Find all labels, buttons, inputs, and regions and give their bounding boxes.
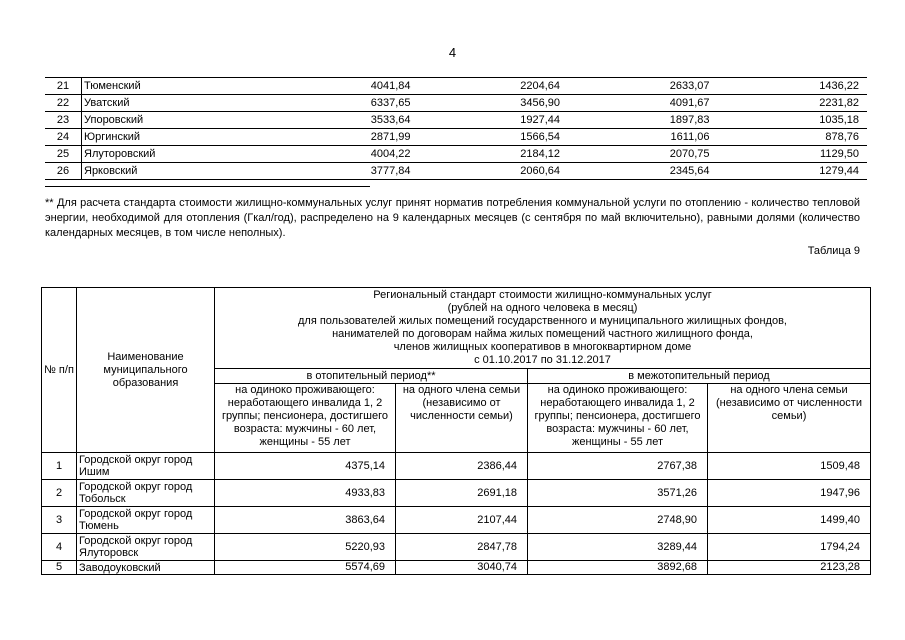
sub-single-header: на одиноко проживающего: неработающего инвалида 1, 2 группы; пенсионера, достигшего возраста: мужчины - 60 лет, женщины - 55 лет <box>215 384 396 453</box>
table-9 <box>41 287 871 575</box>
col-name-header: Наименование муниципального образования <box>77 288 215 453</box>
col-num-header: № п/п <box>42 288 77 453</box>
value-cell: 1436,22 <box>718 78 868 95</box>
title-line: (рублей на одного человека в месяц) <box>447 302 638 314</box>
value-cell: 6337,65 <box>269 95 419 112</box>
sub-member-header: на одного члена семьи (независимо от численности семьи) <box>708 384 871 453</box>
table-row <box>45 95 867 112</box>
municipality-name: Тюменский <box>82 78 270 95</box>
table-row <box>42 561 871 575</box>
period-heating-header: в отопительный период** <box>215 369 528 384</box>
title-line: Региональный стандарт стоимости жилищно-коммунальных услуг <box>373 289 712 301</box>
value-cell: 2748,90 <box>528 507 708 534</box>
value-cell: 4004,22 <box>269 146 419 163</box>
value-cell: 2345,64 <box>568 163 718 180</box>
value-cell: 5220,93 <box>215 534 396 561</box>
value-cell: 1279,44 <box>718 163 868 180</box>
value-cell: 1794,24 <box>708 534 871 561</box>
page-number: 4 <box>448 45 457 60</box>
footnote-separator <box>45 186 370 187</box>
table-row <box>42 453 871 480</box>
table-row <box>45 129 867 146</box>
value-cell: 2386,44 <box>396 453 528 480</box>
value-cell: 2691,18 <box>396 480 528 507</box>
row-number: 25 <box>45 146 82 163</box>
table-row <box>45 163 867 180</box>
value-cell: 4041,84 <box>269 78 419 95</box>
value-cell: 878,76 <box>718 129 868 146</box>
value-cell: 1611,06 <box>568 129 718 146</box>
value-cell: 3863,64 <box>215 507 396 534</box>
row-number: 3 <box>42 507 77 534</box>
value-cell: 2204,64 <box>419 78 569 95</box>
municipality-name: Городской округ город Тобольск <box>77 480 215 507</box>
title-line: с 01.10.2017 по 31.12.2017 <box>474 354 611 366</box>
value-cell: 1499,40 <box>708 507 871 534</box>
value-cell: 1509,48 <box>708 453 871 480</box>
municipality-name: Уватский <box>82 95 270 112</box>
municipality-name: Ялуторовский <box>82 146 270 163</box>
row-number: 1 <box>42 453 77 480</box>
value-cell: 2231,82 <box>718 95 868 112</box>
table-label: Таблица 9 <box>807 245 860 257</box>
value-cell: 3289,44 <box>528 534 708 561</box>
continued-table <box>45 77 867 180</box>
title-line: нанимателей по договорам найма жилых помещений частного жилищного фонда, <box>332 328 753 340</box>
value-cell: 2871,99 <box>269 129 419 146</box>
row-number: 2 <box>42 480 77 507</box>
value-cell: 2184,12 <box>419 146 569 163</box>
value-cell: 1947,96 <box>708 480 871 507</box>
value-cell: 2123,28 <box>708 561 871 575</box>
value-cell: 2060,64 <box>419 163 569 180</box>
value-cell: 1566,54 <box>419 129 569 146</box>
value-cell: 3571,26 <box>528 480 708 507</box>
value-cell: 4933,83 <box>215 480 396 507</box>
value-cell: 3533,64 <box>269 112 419 129</box>
value-cell: 2107,44 <box>396 507 528 534</box>
table-row <box>42 507 871 534</box>
value-cell: 2767,38 <box>528 453 708 480</box>
value-cell: 5574,69 <box>215 561 396 575</box>
value-cell: 3456,90 <box>419 95 569 112</box>
municipality-name: Городской округ город Тюмень <box>77 507 215 534</box>
row-number: 22 <box>45 95 82 112</box>
table-row <box>42 534 871 561</box>
value-cell: 3892,68 <box>528 561 708 575</box>
sub-member-header: на одного члена семьи (независимо от численности семьи) <box>396 384 528 453</box>
value-cell: 4375,14 <box>215 453 396 480</box>
value-cell: 2633,07 <box>568 78 718 95</box>
table-row <box>45 78 867 95</box>
table-row <box>45 146 867 163</box>
table-row <box>42 480 871 507</box>
value-cell: 2070,75 <box>568 146 718 163</box>
value-cell: 2847,78 <box>396 534 528 561</box>
row-number: 23 <box>45 112 82 129</box>
title-line: для пользователей жилых помещений государственного и муниципального жилищных фондов, <box>298 315 787 327</box>
value-cell: 3777,84 <box>269 163 419 180</box>
sub-single-header: на одиноко проживающего: неработающего инвалида 1, 2 группы; пенсионера, достигшего возраста: мужчины - 60 лет, женщины - 55 лет <box>528 384 708 453</box>
value-cell: 4091,67 <box>568 95 718 112</box>
row-number: 21 <box>45 78 82 95</box>
table-title <box>215 288 871 369</box>
municipality-name: Заводоуковский <box>77 561 215 575</box>
value-cell: 1927,44 <box>419 112 569 129</box>
row-number: 24 <box>45 129 82 146</box>
municipality-name: Юргинский <box>82 129 270 146</box>
row-number: 4 <box>42 534 77 561</box>
row-number: 5 <box>42 561 77 575</box>
municipality-name: Городской округ город Ялуторовск <box>77 534 215 561</box>
value-cell: 1129,50 <box>718 146 868 163</box>
municipality-name: Городской округ город Ишим <box>77 453 215 480</box>
title-line: членов жилищных кооперативов в многоквартирном доме <box>393 341 692 353</box>
period-nonheating-header: в межотопительный период <box>528 369 871 384</box>
row-number: 26 <box>45 163 82 180</box>
table-row <box>45 112 867 129</box>
municipality-name: Упоровский <box>82 112 270 129</box>
footnote-text: ** Для расчета стандарта стоимости жилищно-коммунальных услуг принят норматив потребления коммунальной услуги по отоплению - количество тепловой энергии, необходимой для отопления (Гкал/год), распределено на 9 календарных месяцев (с сентября по май включительно), равными долями (количество календарных месяцев, в том числе неполных). <box>45 197 860 239</box>
municipality-name: Ярковский <box>82 163 270 180</box>
value-cell: 3040,74 <box>396 561 528 575</box>
value-cell: 1035,18 <box>718 112 868 129</box>
value-cell: 1897,83 <box>568 112 718 129</box>
